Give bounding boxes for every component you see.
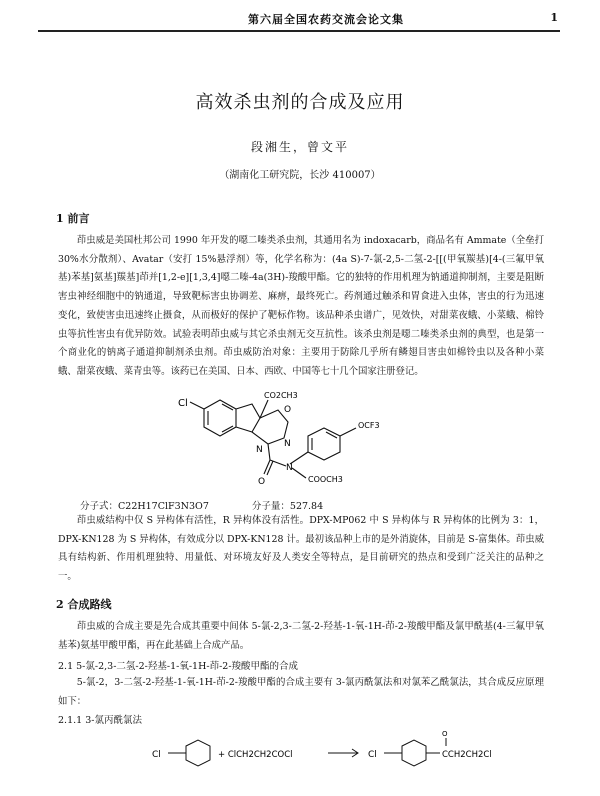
- reaction-scheme: [150, 726, 550, 786]
- structure-label-o: O: [284, 405, 292, 415]
- structure-label-n3: N: [286, 463, 293, 473]
- structure-label-ester: CO2CH3: [264, 391, 298, 400]
- scheme-reagent: + ClCH2CH2COCl: [218, 750, 293, 760]
- paper-title: 高效杀虫剂的合成及应用: [195, 92, 405, 113]
- intro-paragraph-2: 茚虫威结构中仅 S 异构体有活性，R 异构体没有活性。DPX-MP062 中 S 异构体与 R 异构体的比例为 3：1，DPX-KN128 为 S 异构体，有效成分以 DPX-KN128 计。最初该品种上市的是外消旋体，目前是 S-富集体。茚虫威具有结构新、作用机理独特、用量低、对环境友好及人类安全等特点，是目前研究的热点和受到广泛关注的品种之一。: [58, 515, 544, 583]
- structure-bonds: [190, 400, 356, 478]
- structure-label-ocf3: OCF3: [358, 421, 380, 430]
- header-title: 第六届全国农药交流会论文集: [248, 13, 404, 26]
- intro-paragraph-1: 茚虫威是美国杜邦公司 1990 年开发的噁二嗪类杀虫剂，其通用名为 indoxacarb，商品名有 Ammate（全垒打 30%水分散剂）、Avatar（安打 15%悬浮剂）等，化学名称为：(4a S)-7-氯-2,5-二氢-2-[[(甲氧羰基)[4-(三氟甲氧基)苯基]氨基]羰基]茚并[1,2-e][1,3,4]噁二嗪-4a(3H)-羧酸甲酯。它的独特的作用机理为钠通道抑制剂，主要是阻断害虫神经细胞中的钠通道，导致靶标害虫协调差、麻痹，最终死亡。药剂通过触杀和胃食进入虫体，害虫的行为迅速变化，致使害虫迅速终止摄食，从而极好的保护了靶标作物。该品种杀虫谱广，见效快，对甜菜夜蛾、小菜蛾、棉铃虫等抗性害虫有优异防效。试验表明茚虫威与其它杀虫剂无交互抗性。该杀虫剂是噁二嗪类杀虫剂的典型，也是第一个商业化的钠离子通道抑制剂杀虫剂。茚虫威防治对象：主要用于防除几乎所有鳞翅目害虫如棉铃虫以及各种小菜蛾、甜菜夜蛾、菜青虫等。该药已在美国、日本、西欧、中国等七十几个国家注册登记。: [58, 235, 544, 377]
- scheme-carbonyl-o: O: [442, 730, 448, 738]
- structure-label-n2: N: [256, 445, 263, 455]
- section-heading-intro: 1 前言: [56, 212, 90, 225]
- structure-label-carbamate-o: O: [258, 477, 266, 487]
- subsection-2-1: 2.1 5-氯-2,3-二氢-2-羟基-1-氧-1H-茚-2-羧酸甲酯的合成: [58, 661, 299, 672]
- subsection-2-1-1: 2.1.1 3-氯丙酰氯法: [58, 715, 142, 726]
- paper-authors: 段湘生，曾文平: [250, 140, 349, 154]
- page-number: 1: [550, 11, 558, 24]
- indoxacarb-structure: [160, 388, 460, 488]
- paper-affiliation: （湖南化工研究院，长沙 410007）: [219, 170, 381, 181]
- paragraph-2-1: 5-氯-2，3-二氢-2-羟基-1-氧-1H-茚-2-羧酸甲酯的合成主要有 3-氯丙酰氯法和对氯苯乙酰氯法，其合成反应原理如下：: [58, 677, 544, 707]
- molecular-formula: 分子式：C22H17ClF3N3O7: [80, 501, 209, 512]
- route-paragraph: 茚虫威的合成主要是先合成其重要中间体 5-氯-2,3-二氢-2-羟基-1-氧-1H-茚-2-羧酸甲酯及氯甲酰基(4-三氟甲氧基苯)氨基甲酸甲酯，再在此基础上合成产品。: [58, 621, 544, 651]
- scheme-bonds: [168, 738, 446, 766]
- formula-line: [80, 498, 323, 512]
- molecular-weight: 分子量：527.84: [251, 501, 324, 512]
- structure-label-cl: Cl: [178, 398, 188, 409]
- structure-label-carbamate: COOCH3: [308, 475, 343, 484]
- scheme-product: CCH2CH2Cl: [442, 750, 492, 760]
- running-header: [38, 8, 560, 32]
- structure-label-n1: N: [284, 439, 291, 449]
- section-heading-route: 2 合成路线: [56, 598, 112, 611]
- scheme-cl-left: Cl: [152, 750, 161, 760]
- scheme-cl-right: Cl: [368, 750, 377, 760]
